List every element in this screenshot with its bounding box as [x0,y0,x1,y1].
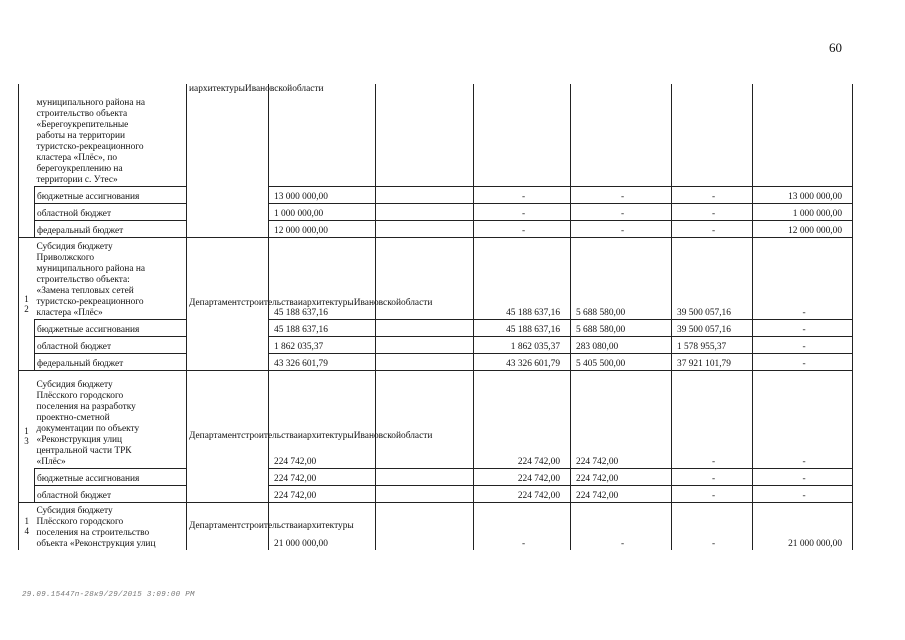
row-number: 1 [24,516,29,527]
amount-cell: 224 742,00 [269,370,376,468]
amount-cell: 12 000 000,00 [753,220,853,237]
row-number-cell [19,502,35,550]
text-line: «Замена тепловых сетей [36,285,134,296]
amount-cell: - [753,370,853,468]
amount-cell [753,84,853,186]
amount-cell: - [571,220,672,237]
text-line: поселения на разработку [36,401,136,412]
row-number-cell [19,237,35,370]
text-line: муниципального района на [36,263,146,274]
amount-cell: - [672,502,753,550]
row-number: 4 [24,526,29,537]
amount-cell: 1 862 035,37 [269,336,376,353]
amount-cell [376,203,474,220]
amount-cell: - [672,203,753,220]
amount-cell: - [672,186,753,203]
amount-cell: 39 500 057,16 [672,237,753,319]
budget-table [18,84,853,550]
amount-cell: 45 188 637,16 [269,319,376,336]
row-label: федеральный бюджет [35,220,187,237]
amount-cell [376,336,474,353]
amount-cell: 283 080,00 [571,336,672,353]
amount-cell: 21 000 000,00 [269,502,376,550]
amount-cell: - [753,336,853,353]
text-line: архитектуры [194,84,245,94]
text-line: «Берегоукрепительные [36,119,129,130]
table-row [19,186,853,203]
text-line: объекта «Реконструкция улиц [36,539,156,549]
text-line: области [401,430,433,441]
text-line: Ивановской [353,298,401,308]
amount-cell: - [753,353,853,370]
amount-cell [672,84,753,186]
amount-cell: - [672,485,753,502]
amount-cell [376,502,474,550]
amount-cell: 224 742,00 [474,370,571,468]
amount-cell: 12 000 000,00 [269,220,376,237]
text-line: и [297,520,303,531]
table-row [19,319,853,336]
amount-cell: 21 000 000,00 [753,502,853,550]
amount-cell: 1 000 000,00 [269,203,376,220]
amount-cell [474,84,571,186]
text-line: строительства [241,298,298,308]
text-line: поселения на строительство [36,528,150,538]
amount-cell: 224 742,00 [571,370,672,468]
text-line: Субсидия бюджету [36,241,113,252]
text-line: Субсидия бюджету [36,506,113,516]
amount-cell [376,186,474,203]
table-row [19,336,853,353]
text-line: проектно-сметной [36,412,110,423]
amount-cell: - [571,203,672,220]
text-line: Плёсского городского [36,517,124,527]
amount-cell: 5 688 580,00 [571,319,672,336]
amount-cell: 37 921 101,79 [672,353,753,370]
row-number: 2 [24,303,29,314]
text-line: Плёсского городского [36,390,124,401]
amount-cell: 5 405 500,00 [571,353,672,370]
row-label: областной бюджет [35,203,187,220]
amount-cell: - [753,468,853,485]
amount-cell [376,468,474,485]
row-label: бюджетные ассигнования [35,319,187,336]
amount-cell: 224 742,00 [474,468,571,485]
table-row [19,353,853,370]
item-name [35,84,187,186]
text-line: «Реконструкция улиц [36,434,123,445]
amount-cell: 1 000 000,00 [753,203,853,220]
amount-cell: 5 688 580,00 [571,237,672,319]
text-line: архитектуры [302,430,354,441]
text-line: работы на территории [36,130,125,141]
text-line: кластера «Плёс» [36,307,103,318]
row-label: бюджетные ассигнования [35,468,187,485]
amount-cell: 224 742,00 [571,468,672,485]
amount-cell: - [474,203,571,220]
row-label: областной бюджет [35,336,187,353]
amount-cell [376,220,474,237]
amount-cell [376,319,474,336]
amount-cell: - [571,186,672,203]
amount-cell: - [672,220,753,237]
text-line: и [189,84,195,94]
row-number-cell [19,370,35,502]
amount-cell: - [672,370,753,468]
text-line: строительство объекта [36,108,128,119]
amount-cell: 224 742,00 [269,485,376,502]
amount-cell: - [753,485,853,502]
text-line: Ивановской [353,430,401,441]
text-line: и [297,430,303,441]
text-line: Департамент [189,430,242,441]
amount-cell: 224 742,00 [571,485,672,502]
amount-cell: 13 000 000,00 [269,186,376,203]
amount-cell: 13 000 000,00 [753,186,853,203]
amount-cell: 224 742,00 [269,468,376,485]
text-line: строительства [241,520,298,531]
text-line: строительства [241,430,298,441]
page-number: 60 [829,40,842,55]
text-line: территории с. Утес» [36,174,118,185]
item-name [35,502,187,550]
table-row [19,220,853,237]
amount-cell [376,84,474,186]
amount-cell: - [474,186,571,203]
text-line: области [401,298,433,308]
table-row [19,485,853,502]
text-line: и [297,298,303,308]
text-line: берегоукреплению на [36,163,123,174]
text-line: туристско-рекреационного [36,141,144,152]
text-line: Приволжского [36,252,95,263]
amount-cell: - [753,319,853,336]
row-label: федеральный бюджет [35,353,187,370]
row-number: 1 [24,293,29,304]
table-row [19,502,853,550]
text-line: центральной части ТРК [36,445,132,456]
text-line: Субсидия бюджету [36,379,113,390]
text-line: Ивановской [244,84,293,94]
amount-cell: - [672,468,753,485]
text-line: документации по объекту [36,423,140,434]
amount-cell: 43 326 601,79 [269,353,376,370]
amount-cell: - [474,502,571,550]
amount-cell [269,84,376,186]
amount-cell: 1 862 035,37 [474,336,571,353]
table-row [19,468,853,485]
text-line: кластера «Плёс», по [36,152,118,163]
text-line: муниципального района на [36,97,146,108]
text-line: Департамент [189,520,242,531]
text-line: туристско-рекреационного [36,296,144,307]
row-label: областной бюджет [35,485,187,502]
amount-cell [376,353,474,370]
amount-cell: - [474,220,571,237]
text-line: архитектуры [302,520,354,531]
amount-cell [571,84,672,186]
item-name [35,370,187,468]
text-line: строительство объекта: [36,274,130,285]
amount-cell: 1 578 955,37 [672,336,753,353]
amount-cell: 39 500 057,16 [672,319,753,336]
amount-cell: 45 188 637,16 [474,319,571,336]
amount-cell: 43 326 601,79 [474,353,571,370]
row-label: бюджетные ассигнования [35,186,187,203]
amount-cell: 45 188 637,16 [269,237,376,319]
text-line: «Плёс» [36,456,66,467]
table-row [19,370,853,468]
row-number: 3 [24,436,29,446]
text-line: области [292,84,324,94]
amount-cell: - [753,237,853,319]
item-name [35,237,187,319]
row-number: 1 [24,426,29,436]
table-row [19,84,853,186]
row-number-cell [19,84,35,237]
amount-cell: - [571,502,672,550]
table-row [19,203,853,220]
amount-cell: 224 742,00 [474,485,571,502]
amount-cell [376,485,474,502]
document-footer: 29.09.15447п-28к9/29/2015 3:09:00 PM [22,591,195,599]
table-row [19,237,853,319]
amount-cell: 45 188 637,16 [474,237,571,319]
amount-cell [376,370,474,468]
text-line: Департамент [189,298,242,308]
text-line: архитектуры [302,298,354,308]
